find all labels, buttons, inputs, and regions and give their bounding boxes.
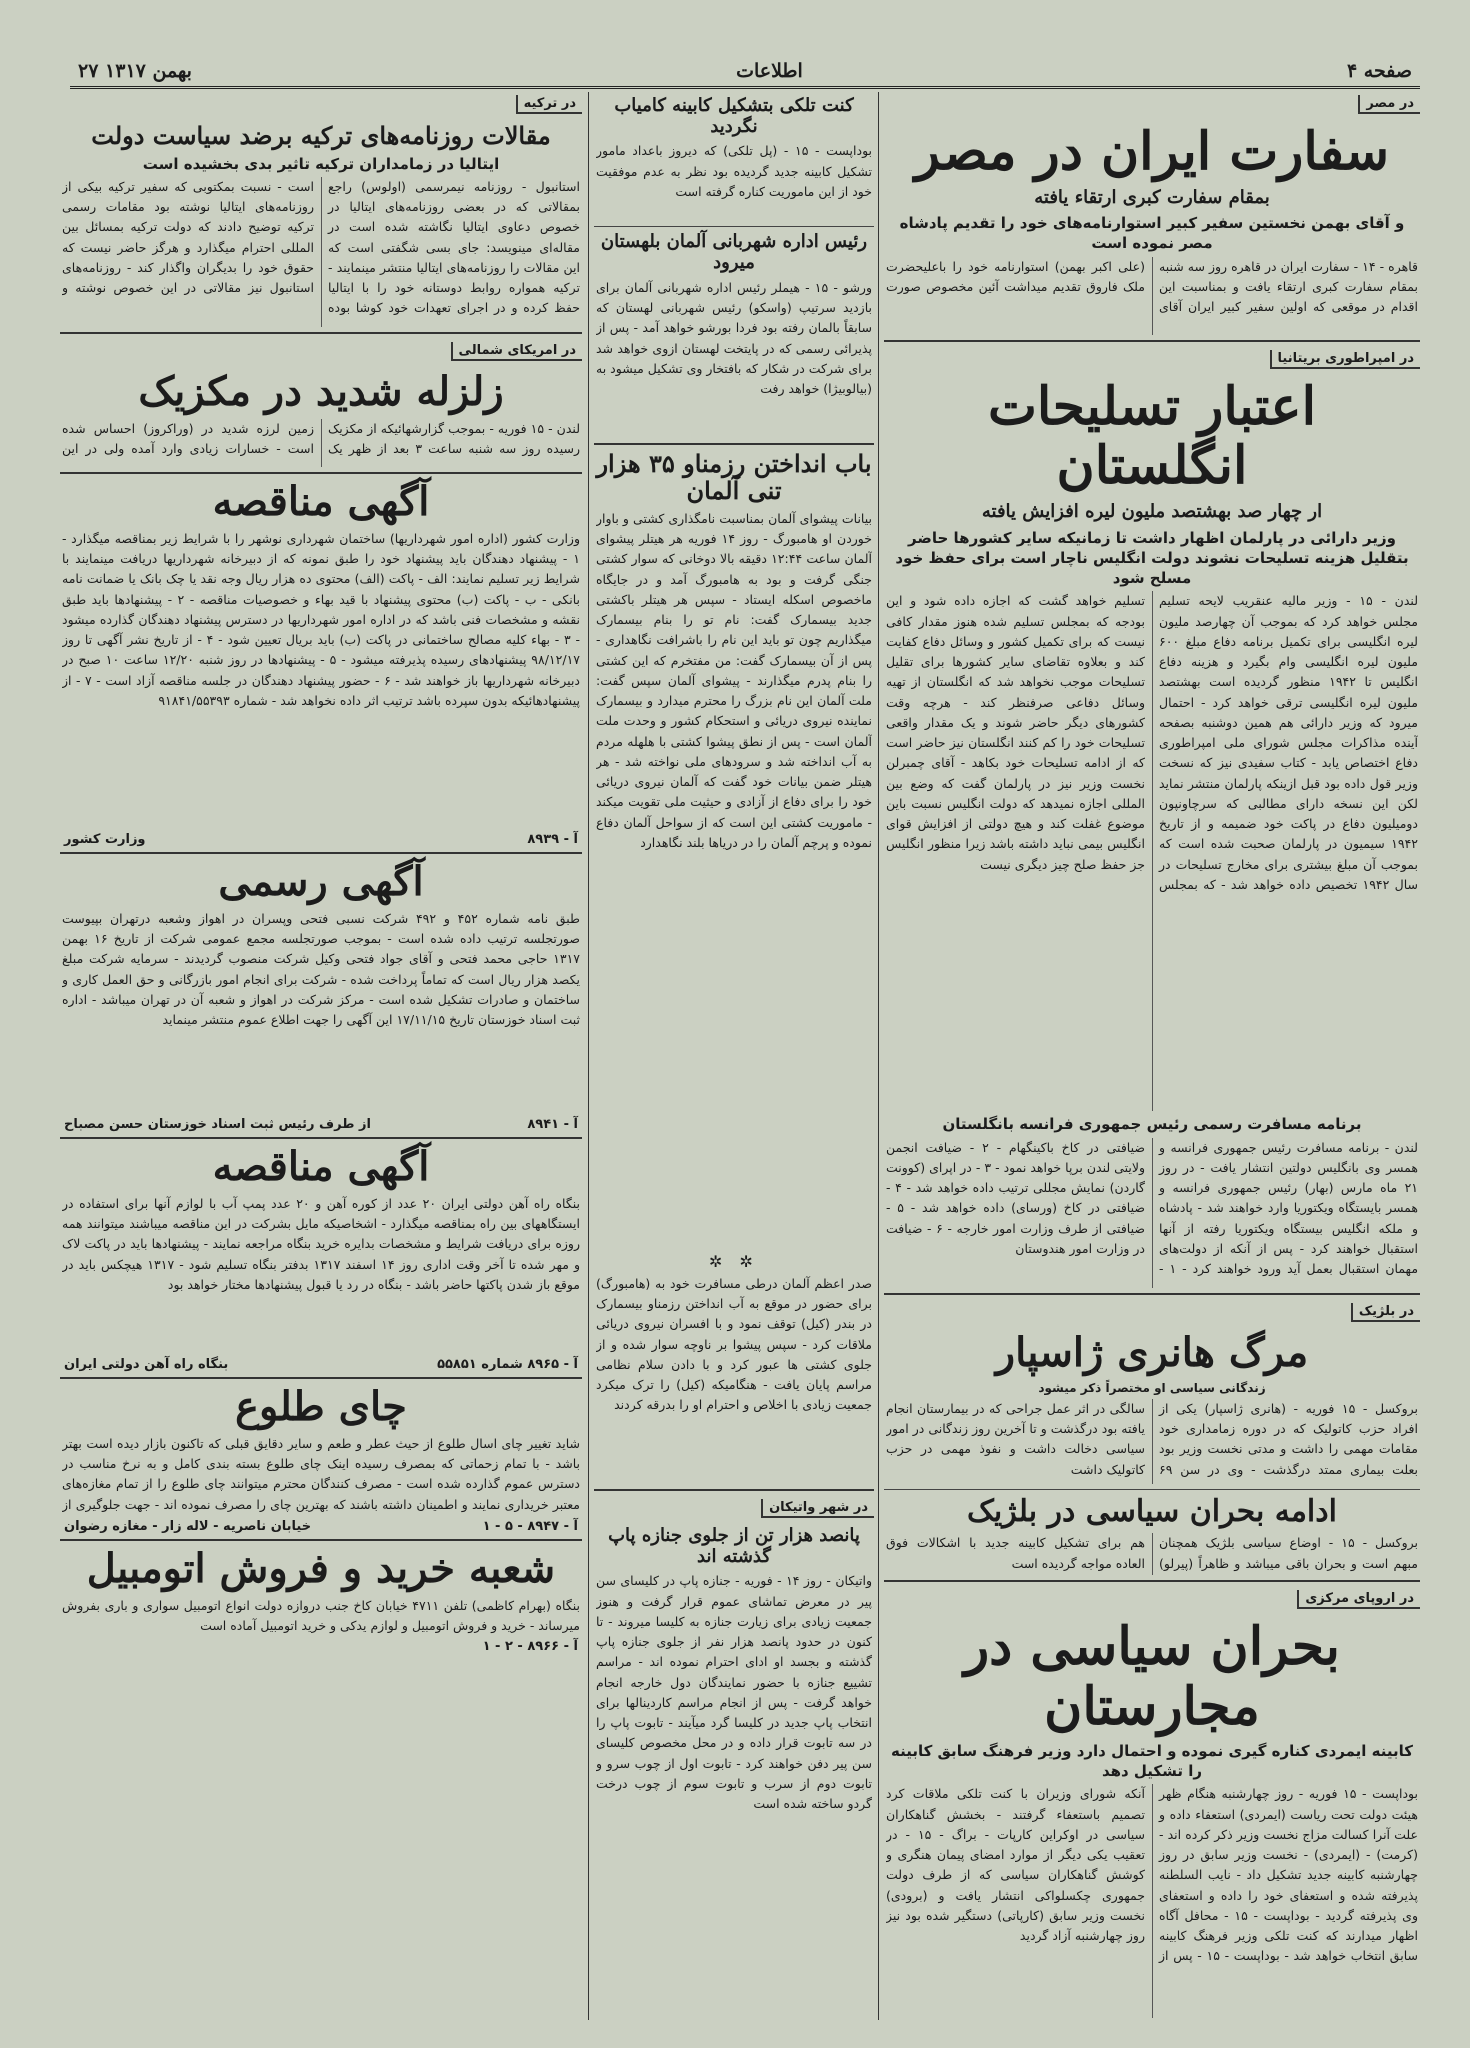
section-label: در ترکیه [516, 95, 582, 114]
ad-footer [64, 1639, 578, 1654]
ad-tender-railway [60, 1144, 582, 1372]
ad-signature: وزارت کشور [64, 831, 146, 847]
section-label: در مصر [1358, 95, 1420, 114]
article-body: لندن - ۱۵ - وزیر مالیه عنقریب لایحه تسلیم مجلس خواهد کرد که بموجب آن چهارصد ملیون لیره انگلیسی برای تکمیل برنامه دفاع مبلغ ۶۰۰ ملیون لیره انگلیسی وام بگیرد و هزینه دفاع انگلیس تا ۱۹۴۲ منظور گردیده است بهشتصد ملیون لیره انگلیسی ترقی خواهد کرد - احتمال میرود که وزیر دارائی هم همین دوشنبه بصفحه آینده مذاکرات مجلس شورای ملی امپراطوری دفاع اختصاص یابد - کتاب سفیدی نیز که نسخت وزیر قول داده بود قبل ازینکه پارلمان منتشر نماید لکن این نسخه دارای مطالبی که سرچاونپون دومیلیون دفاع در پاکت خود ضمیمه و از تاریخ ۱۹۴۲ سیمیون در پارلمان صحبت شده است که بموجب آن مبلغ بیشتری برای مخارج تسلیحات در سال ۱۹۴۲ تخصیص داده خواهد شد - که بمجلس تسلیم خواهد گشت که اجازه داده شود و این بودجه که بمجلس تسلیم شده هنوز مقدار کافی نیست که برای تکمیل کشور و وسائل دفاع کفایت کند و بعلاوه تقاضای سایر کشورها برای تقلیل تسلیحات موجب نخواهد شد که انگلستان از تهیه وسائل دفاعی صرفنظر کند - هرچه وقت کشورهای دیگر حاضر شوند و یک مقدار واقعی تسلیحات خود را کم کنند انگلستان نیز حاضر است که از ادامه تسلیحات خود بکاهد - آقای چمبرلن نخست وزیر نیز در پارلمان گفت که وضع بین المللی اجازه نمیدهد که دولت انگلیس نسبت باین موضوع غفلت کند و هیچ دولتی از افزایش قوای انگلیس بیمی نباید داشته باشد زیرا منظور انگلیس جز حفظ صلح چیز دیگری نیست [886, 593, 1418, 892]
divider [884, 1293, 1420, 1295]
divider [60, 852, 582, 854]
ad-body: وزارت کشور (اداره امور شهرداریها) ساختمان شهرداری نوشهر را با شرایط زیر بمناقصه میگذارد - ۱ - پیشنهاد دهندگان باید پیشنهاد خود را طبق نمونه که از دبیرخانه شهرداریها دریافت مینمایند با شرایط زیر تسلیم نمایند: الف - پاکت (الف) محتوی ده هزار ریال وجه نقد یا چک بانک یا ضمانت نامه بانکی - ب - پاکت (ب) محتوی پیشنهاد با قید بهاء و خصوصیات مناقصه - ۲ - پیشنهادها باید طبق نقشه و مشخصات فنی باشد که در اداره امور شهرداریها در دسترس پیشنهاد دهندگان گذارده میشود - ۳ - بهاء کلیه مصالح ساختمانی در پاکت (ب) باید بریال تعیین شود - ۴ - از تاریخ نشر آگهی تا روز ۹۸/۱۲/۱۷ پیشنهادهای رسیده پذیرفته میشود - ۵ - پیشنهادها در روز شنبه ۱۲/۲۰ ساعت ۱۰ صبح در دبیرخانه شهرداریها باز خواهند شد - ۶ - حضور پیشنهاد دهندگان در جلسه مناقصه آزاد است - ۷ - از پیشنهادهائیکه بدون سپرده باشد ترتیب اثر داده نخواهد شد - شماره ۹۱۸۴۱/۵۵۳۹۳ [62, 530, 580, 708]
subheadline: ار چهار صد بهشتصد ملیون لیره افزایش یافته [981, 501, 1323, 523]
divider [884, 1489, 1420, 1490]
masthead-paper-name: اطلاعات [736, 60, 803, 82]
divider [594, 1489, 874, 1491]
article-teleki [594, 96, 874, 221]
divider [60, 1137, 582, 1139]
article-body: واتیکان - روز ۱۴ - فوریه - جنازه پاپ در کلیسای سن پیر در معرض تماشای عموم قرار گرفت و هنوز جمعیت زیادی برای زیارت جنازه به کلیسا میروند - تا کنون در حدود پانصد هزار نفر از جلوی جنازه پاپ گذشته و بجسد او ادای احترام نموده اند - مراسم تشییع جنازه با حضور نمایندگان دول خارجه انجام خواهد گرفت - پس از انجام مراسم کاردینالها برای انتخاب پاپ جدید در کلیسا گرد میآیند - تابوت پاپ را در سه تابوت قرار داده و در محل مخصوص کلیسای سن پیر دفن خواهند کرد - تابوت اول از چوب سرو و تابوت دوم از سرب و تابوت سوم از چوب درخت گردو ساخته شده است [596, 1573, 872, 1812]
article-belgium [884, 1300, 1420, 1484]
column-rule [878, 92, 879, 2020]
ad-code: آ - ۸۹۴۷ - ۵ - ۱ [482, 1518, 578, 1534]
article-body: لندن - ۱۵ فوریه - بموجب گزارشهائیکه از مکزیک رسیده روز سه شنبه ساعت ۳ بعد از ظهر یک زمین لرزه شدید در (وراکروز) احساس شده است - خسارات زیادی وارد آمده ولی در این [62, 420, 580, 457]
ad-code: آ - ۸۹۴۱ [527, 1116, 578, 1132]
article-battleship [594, 450, 874, 1249]
ad-tender-interior [60, 479, 582, 847]
article-body: صدر اعظم آلمان درطی مسافرت خود به (هامبورگ) برای حضور در موقع به آب انداختن رزمناو بیسمارک در بندر (کیل) توقف نمود و با افسران نیروی دریائی ملاقات کرد - سپس پیشوا بر ناوچه سوار شده و از جلوی کشتی ها عبور کرد و با دادن سلام نظامی مراسم پایان یافت - هنگامیکه (کیل) را ترک میکرد جمعیت زیادی با اخلاص و احترام او را بدرقه کردند [596, 1275, 872, 1413]
ad-signature: بنگاه راه آهن دولتی ایران [64, 1356, 229, 1372]
lead-text: وزیر دارائی در پارلمان اظهار داشت تا زمانیکه سایر کشورها حاضر بتقلیل هزینه تسلیحات نشوند دولت انگلیس ناچار است برای حفظ خود مسلح شود [895, 528, 1409, 588]
article-egypt [884, 92, 1420, 335]
ad-address: خیابان ناصریه - لاله زار - مغازه رضوان [64, 1518, 312, 1534]
headline: مرگ هانری ژاسپار [995, 1328, 1309, 1376]
ad-footer [64, 1117, 578, 1132]
middle-column [594, 92, 874, 2018]
section-label: در امریکای شمالی [451, 342, 582, 361]
headline: چای طلوع [235, 1382, 407, 1430]
headline: آگهی مناقصه [212, 1142, 430, 1190]
article-police [594, 232, 874, 437]
divider [884, 340, 1420, 342]
headline: آگهی مناقصه [212, 477, 430, 525]
ad-official [60, 859, 582, 1132]
right-column [884, 92, 1420, 2018]
subheadline: بمقام سفارت کبری ارتقاء یافته [1034, 186, 1270, 208]
headline: رئیس اداره شهربانی آلمان بلهستان میرود [600, 231, 868, 274]
headline: آگهی رسمی [218, 857, 424, 905]
article-turkey [60, 92, 582, 327]
article-body: بروکسل - ۱۵ - اوضاع سیاسی بلژیک همچنان مبهم است و بحران باقی میباشد و ظاهراً (پیرلو) هم برای تشکیل کابینه جدید با اشکالات فوق العاده مواجه گردیده است [886, 1535, 1418, 1571]
headline: برنامه مسافرت رسمی رئیس جمهوری فرانسه بانگلستان [942, 1115, 1362, 1134]
article-kiel [594, 1252, 874, 1484]
article-body: ورشو - ۱۵ - هیملر رئیس اداره شهربانی آلمان برای بازدید سرتیپ (واسکو) رئیس شهربانی لهستان که سابقاً بالمان رفته بود فردا بورشو خواهد آمد - پس از پذیرائی رسمی که در پایتخت لهستان ازوی خواهد شد برای شرکت در شکار که بافتخار وی تشکیل میشود به (بیالوبیژا) خواهد رفت [596, 279, 872, 396]
headline: ادامه بحران سیاسی در بلژیک [967, 1493, 1337, 1529]
headline: پانصد هزار تن از جلوی جنازه پاپ گذشته اند [608, 1524, 860, 1567]
article-body: بروکسل - ۱۵ فوریه - (هانری ژاسپار) یکی از افراد حزب کاتولیک که در دوره زمامداری خود مقامات مهمی را داشت و مدتی نخست وزیر بود بعلت بیماری ممتد درگذشت - وی در سن ۶۹ سالگی در اثر عمل جراحی که در بیمارستان انجام یافته بود درگذشت و تا آخرین روز زندگانی در امور سیاسی دخالت داشت و نفوذ مهمی در حزب کاتولیک داشت [886, 1400, 1418, 1477]
ad-code: آ - ۸۹۶۶ - ۲ - ۱ [482, 1638, 578, 1654]
masthead-page-number: صفحه ۴ [1346, 60, 1412, 82]
divider [594, 443, 874, 445]
article-body: بوداپست - ۱۵ - (پل تلکی) که دیروز باعداد مامور تشکیل کابینه جدید گردیده بود نظر به عدم موفقیت خود از این ماموریت کناره گرفته است [596, 143, 872, 199]
section-label: در امپراطوری بریتانیا [1270, 350, 1420, 369]
article-body: بوداپست - ۱۵ فوریه - روز چهارشنبه هنگام ظهر هیئت دولت تحت ریاست (ایمردی) استعفاء داده و علت آنرا کسالت مزاج نخست وزیر ذکر کرده اند - (کرمت) - (ایمردی) - نخست وزیر سابق در روز چهارشنبه کابینه جدید تشکیل داد - نایب السلطنه پذیرفته شده و استعفای خود را داده و استعفای وی پذیرفته گردید - بوداپست - ۱۵ - محافل آگاه اظهار میدارند که کنت تلکی وزیر فرهنگ کابینه سابق انتخاب خواهد شد - بوداپست - ۱۵ - پس از آنکه شورای وزیران با کنت تلکی ملاقات کرد تصمیم باستعفاء گرفتند - بخشش گناهکاران سیاسی در اوکراین کارپات - براگ - ۱۵ - در تعقیب یکی دیگر از موارد امضای پیمان هنگری و کوشش گناهکاران سیاسی که از طرف دولت جمهوری چکسلواکی انتشار یافت و (برودی) نخست وزیر سابق (کارپاتی) دستگیر شده بود نیز روز چهارشنبه آزاد گردید [886, 1786, 1418, 1964]
headline: اعتبار تسلیحات انگلستان [987, 375, 1317, 497]
section-label: در شهر واتیکان [761, 1499, 874, 1518]
headline: بحران سیاسی در مجارستان [964, 1616, 1340, 1738]
headline: زلزله شدید در مکزیک [138, 367, 504, 415]
lead-text: زندگانی سیاسی او مختصراً ذکر میشود [1038, 1380, 1266, 1395]
article-hungary [884, 1587, 1420, 2018]
divider [60, 332, 582, 334]
headline: باب انداختن رزمناو ۳۵ هزار تنی آلمان [596, 448, 872, 506]
column-rule [588, 92, 589, 2020]
lead-text: و آقای بهمن نخستین سفیر کبیر استوارنامه‌های خود را تقدیم پادشاه مصر نموده است [899, 214, 1405, 253]
article-belgium-crisis [884, 1495, 1420, 1576]
section-label: در اروپای مرکزی [1297, 1590, 1420, 1609]
article-britain [884, 347, 1420, 1112]
divider [594, 226, 874, 227]
subheadline: ایتالیا در زمامداران ترکیه تاثیر بدی بخشیده است [142, 154, 500, 173]
article-embassy [884, 1114, 1420, 1287]
ad-footer [64, 1519, 578, 1534]
left-column [60, 92, 582, 2018]
headline: سفارت ایران در مصر [914, 121, 1390, 182]
ad-body: شاید تغییر چای اسال طلوع از حیث عطر و طعم و سایر دقایق قبلی که تاکنون بازار دیده است بهتر باشد - با تمام زحماتی که بمصرف رسیده اینک چای طلوع بسته بندی کامل و به نرخ مناسب در دسترس عموم گذارده شده است - مصرف کنندگان محترم میتوانند چای طلوع را از تمام مغازه‌های معتبر خریداری نمایند و اطمینان داشته باشند که بهترین چای را مصرف نموده اند - جهت جلوگیری از [62, 1435, 580, 1512]
headline: کنت تلکی بتشکیل کابینه کامیاب نگردید [614, 95, 854, 137]
ornament: ✲ ✲ [709, 1251, 759, 1271]
article-mexico [60, 339, 582, 467]
article-body: قاهره - ۱۴ - سفارت ایران در قاهره روز سه شنبه بمقام سفارت کبری ارتقاء یافت و بمناسبت این اقدام در موقعی که اولین سفیر کبیر ایران آقای (علی اکبر بهمن) استوارنامه خود را باعلیحضرت ملک فاروق تقدیم میداشت آئین مخصوص صورت [886, 258, 1418, 315]
headline: مقالات روزنامه‌های ترکیه برضد سیاست دولت [91, 121, 551, 150]
article-body: لندن - برنامه مسافرت رئیس جمهوری فرانسه و همسر وی بانگلیس دولتین انتشار یافت - در روز ۲۱ ماه مارس (بهار) رئیس جمهوری فرانسه و همسر بایستگاه ویکتوریا وارد خواهند شد - پادشاه و ملکه انگلیس بیستگاه ویکتوریا رفته از آنها استقبال خواهند کرد - پس از آنکه از دولت‌های مهمان استقبال بعمل آید ورود خواهند کرد - ۱ - ضیافتی در کاخ باکینگهام - ۲ - ضیافت انجمن ولایتی لندن برپا خواهد نمود - ۳ - در اپرای (کوونت گاردن) نمایش مجللی ترتیب داده خواهد شد - ۴ - ضیافتی در کاخ (ورسای) داده خواهد شد - ۵ - ضیافتی از طرف وزارت امور خارجه - ۶ - ضیافت در وزارت امور هندوستان [886, 1139, 1418, 1277]
article-body: بیانات پیشوای آلمان بمناسبت نامگذاری کشتی و باوار خوردن او هامبورگ - روز ۱۴ فوریه هر هیتلر پیشوای آلمان ساعت ۱۲:۴۴ دقیقه بالا دوخانی که سوار کشتی جنگی گرفت و بود به هامبورگ آمد و در جایگاه ماخصوص اسکله ایستاد - سپس هر هیتلر باکشتی جدید بیسمارک گفت: نام تو را بنام بیسمارک میگذاریم چون تو باید این نام را باشرافت نگاهداری - پس از آن بیسمارک گفت: من مفتخرم که این کشتی را بنام پدرم میگذارند - پیشوای آلمان سپس گفت: ملت آلمان این نام بزرگ را محترم میدارد و بیسمارک نماینده نیروی دریائی و استحکام کشور و وحدت ملت آلمان است - پس از نطق پیشوا کشتی با هلهله مردم به آب انداخته شد و سرودهای ملی نواخته شد - هر هیتلر ضمن بیانات خود گفت که آلمان نیروی دریائی خود را برای دفاع از آزادی و حیثیت ملی تقویت میکند - ماموریت کشتی این است که از سواحل آلمان دفاع نموده و پرچم آلمان را در دریاها بلند نگاهدارد [596, 510, 872, 850]
ad-tea [60, 1384, 582, 1534]
masthead-date: ۲۷ بهمن ۱۳۱۷ [78, 60, 192, 82]
ad-code: آ - ۸۹۳۹ [527, 831, 578, 847]
divider [60, 472, 582, 474]
section-label: در بلژیک [1351, 1303, 1420, 1322]
ad-body: بنگاه راه آهن دولتی ایران ۲۰ عدد از کوره آهن و ۲۰ عدد پمپ آب با لوازم آنها برای استفاده در ایستگاههای بین راه بمناقصه میگذارد - اشخاصیکه مایل بشرکت در این مناقصه میباشند میتوانند همه روزه برای دریافت شرایط و مشخصات بدایره خرید بنگاه مراجعه نمایند - پیشنهادها باید در پاکت لاک و مهر شده تا آخر وقت اداری روز ۱۴ اسفند ۱۳۱۷ بدفتر بنگاه تسلیم شود - ۱۳۱۷ هیچکس باید در موقع باز شدن پاکتها حاضر باشد - بنگاه در رد یا قبول پیشنهادها مختار خواهد بود [62, 1195, 580, 1292]
ad-auto [60, 1546, 582, 1654]
ad-code: آ - ۸۹۶۵ شماره ۵۵۸۵۱ [437, 1356, 578, 1372]
divider [884, 1580, 1420, 1582]
ad-body: بنگاه (بهرام کاظمی) تلفن ۴۷۱۱ خیابان کاخ جنب دروازه دولت انواع اتومبیل سواری و باری بفروش میرساند - خرید و فروش اتومبیل و لوازم یدکی و خرید اتومبیل آماده است [62, 1597, 580, 1634]
subheadline: کابینه ایمردی کناره گیری نموده و احتمال دارد وزیر فرهنگ سابق کابینه را تشکیل دهد [890, 1741, 1414, 1781]
masthead [70, 52, 1420, 89]
headline: شعبه خرید و فروش اتومبیل [86, 1544, 556, 1592]
article-body: استانبول - روزنامه نیمرسمی (اولوس) راجع بمقالاتی که در بعضی روزنامه‌های ایتالیا در خصوص دعاوی ایتالیا نگاشته شده است در مقاله‌ای مینویسد: جای بسی شگفتی است که این مقالات را روزنامه‌های ایتالیا منتشر مینمایند - ترکیه همواره روابط دوستانه خود را با ایتالیا حفظ کرده و در اجرای تعهدات خود کوشا بوده است - نسبت بمکتوبی که سفیر ترکیه بیکی از روزنامه‌های ایتالیا نوشته بود مقامات رسمی ترکیه توضیح دادند که دولت ترکیه بمسائل بین المللی احترام میگذارد و هرگز حاضر نیست که حقوق خود را بدیگران واگذار کند - روزنامه‌های استانبول نیز مقالاتی در این خصوص نوشته و [62, 178, 580, 316]
ad-body: طبق نامه شماره ۴۵۲ و ۴۹۲ شرکت نسبی فتحی وپسران در اهواز وشعبه درتهران بپیوست صورتجلسه ترتیب داده شده است - بموجب صورتجلسه مجمع عمومی شرکت از تاریخ ۱۶ بهمن ۱۳۱۷ حاجی محمد فتحی و آقای جواد فتحی وکیل شرکت منصوب گردیدند - سرمایه شرکت مبلغ یکصد هزار ریال است که تماماً پرداخت شده - شرکت برای انجام امور بازرگانی و حق العمل کاری و ساختمان و صادرات تشکیل شده است - مرکز شرکت در اهواز و شعبه آن در تهران میباشد - اداره ثبت اسناد خوزستان تاریخ ۱۷/۱۱/۱۵ این آگهی را جهت اطلاع عموم منتشر مینماید [62, 910, 580, 1028]
divider [60, 1539, 582, 1541]
article-pope [594, 1496, 874, 2011]
ad-footer [64, 832, 578, 847]
ad-signature: از طرف رئیس ثبت اسناد خوزستان حسن مصباح [64, 1116, 371, 1132]
ad-footer [64, 1357, 578, 1372]
divider [60, 1377, 582, 1379]
